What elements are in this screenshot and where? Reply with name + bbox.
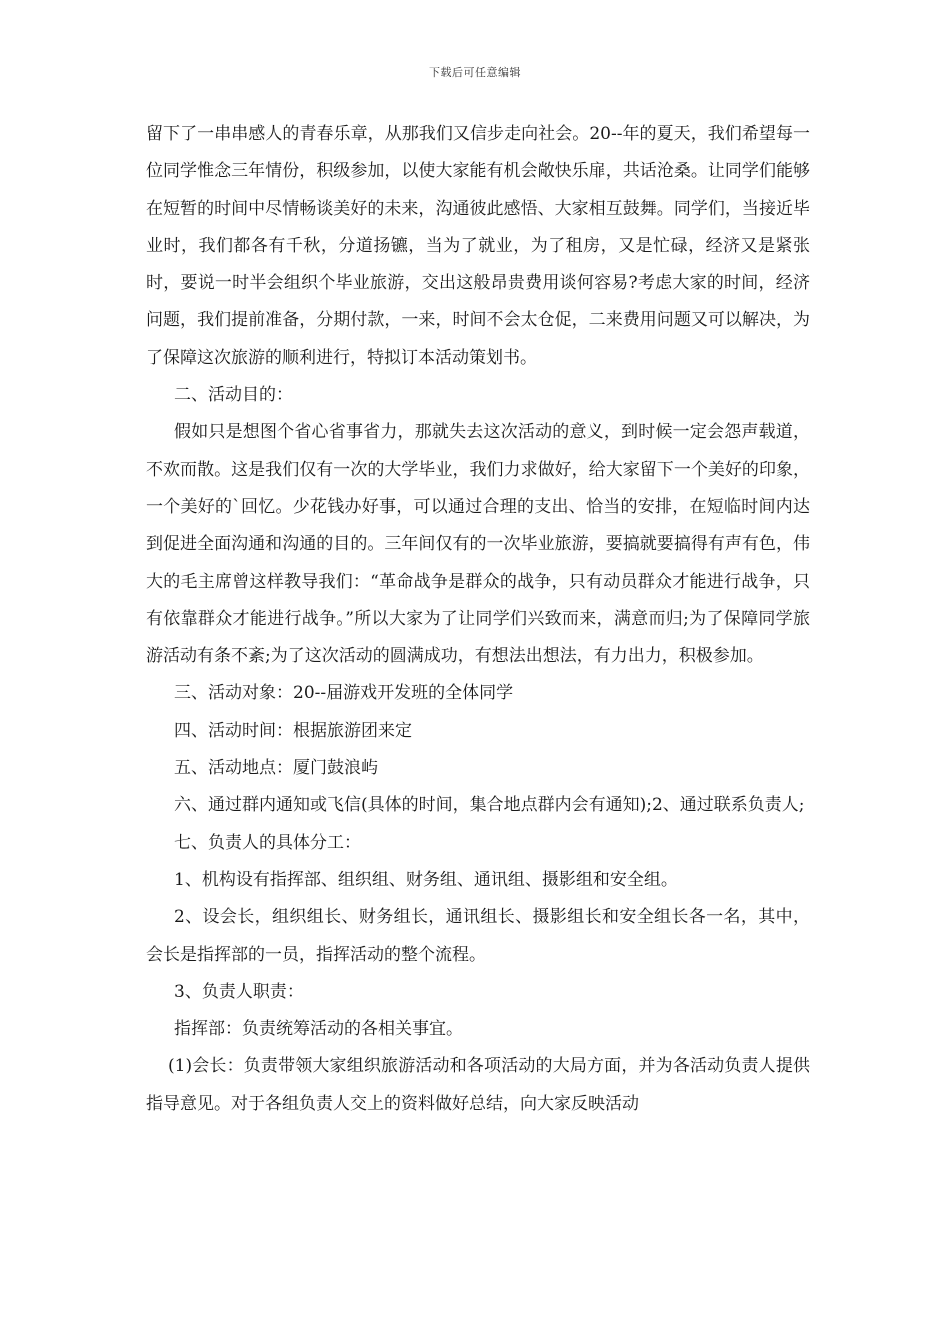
section-notification: 六、通过群内通知或飞信(具体的时间，集合地点群内会有通知);2、通过联系负责人; xyxy=(174,795,805,816)
page-header: 下载后可任意编辑 xyxy=(429,66,521,79)
list-item-organization: 1、机构设有指挥部、组织组、财务组、通讯组、摄影组和安全组。 xyxy=(174,869,678,890)
list-item-duties: 3、负责人职责： xyxy=(174,981,304,1002)
section-heading-purpose: 二、活动目的： xyxy=(174,385,293,406)
section-heading-division: 七、负责人的具体分工： xyxy=(174,832,361,853)
paragraph-command: 指挥部：负责统筹活动的各相关事宜。 xyxy=(174,1019,463,1040)
section-heading-participants: 三、活动对象：20--届游戏开发班的全体同学 xyxy=(174,683,514,704)
list-item-leaders: 2、设会长，组织组长、财务组长，通讯组长、摄影组长和安全组长各一名，其中，会长是指挥部的一员，指挥活动的整个流程。 xyxy=(146,907,810,965)
paragraph-purpose: 假如只是想图个省心省事省力，那就失去这次活动的意义，到时候一定会怨声载道，不欢而散。这是我们仅有一次的大学毕业，我们力求做好，给大家留下一个美好的印象，一个美好的`回忆。少花钱办好事，可以通过合理的支出、恰当的安排，在短临时间内达到促进全面沟通和沟通的目的。三年间仅有的一次毕业旅游，要搞就要搞得有声有色，伟大的毛主席曾这样教导我们：“革命战争是群众的战争，只有动员群众才能进行战争，只有依靠群众才能进行战争。”所以大家为了让同学们兴致而来，满意而归;为了保障同学旅游活动有条不紊;为了这次活动的圆满成功，有想法出想法，有力出力，积极参加。 xyxy=(146,422,810,667)
section-heading-location: 五、活动地点：厦门鼓浪屿 xyxy=(174,758,378,779)
document-body xyxy=(146,116,810,1123)
paragraph-president: (1)会长：负责带领大家组织旅游活动和各项活动的大局方面，并为各活动负责人提供指导意见。对于各组负责人交上的资料做好总结，向大家反映活动 xyxy=(146,1056,810,1114)
paragraph-intro-continued: 留下了一串串感人的青春乐章，从那我们又信步走向社会。20--年的夏天，我们希望每一位同学惟念三年情份，积级参加，以使大家能有机会敞快乐扉，共话沧桑。让同学们能够在短暂的时间中尽情畅谈美好的未来，沟通彼此感悟、大家相互鼓舞。同学们，当接近毕业时，我们都各有千秋，分道扬镳，当为了就业，为了租房，又是忙碌，经济又是紧张时，要说一时半会组织个毕业旅游，交出这般昂贵费用谈何容易?考虑大家的时间，经济问题，我们提前准备，分期付款，一来，时间不会太仓促，二来费用问题又可以解决，为了保障这次旅游的顺利进行，特拟订本活动策划书。 xyxy=(146,124,810,368)
section-heading-time: 四、活动时间：根据旅游团来定 xyxy=(174,720,412,741)
